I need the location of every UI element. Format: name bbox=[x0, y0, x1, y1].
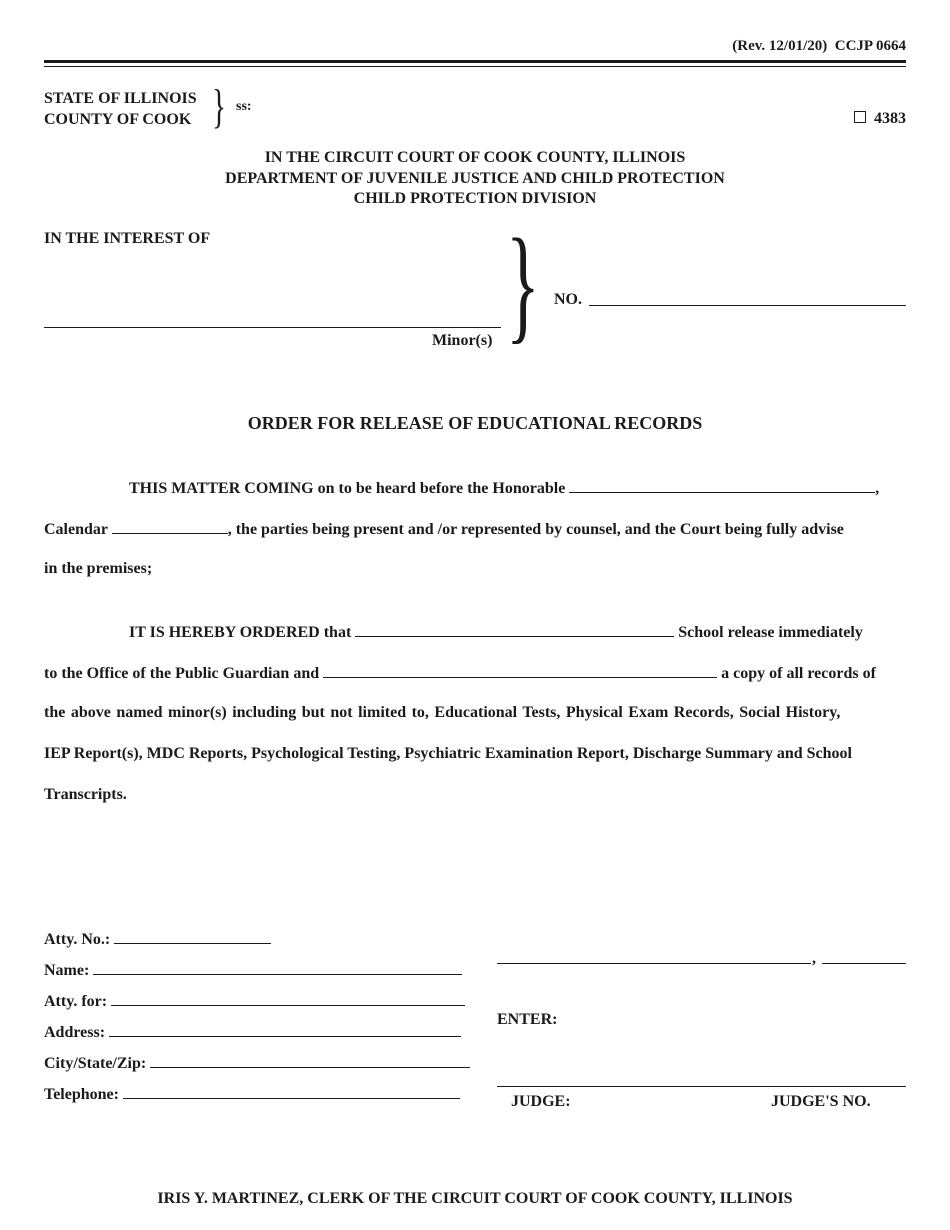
p2-start: IT IS HEREBY ORDERED that bbox=[129, 624, 352, 641]
order-title: ORDER FOR RELEASE OF EDUCATIONAL RECORDS bbox=[247, 413, 703, 433]
address-label: Address: bbox=[44, 1024, 106, 1041]
year-line[interactable] bbox=[822, 963, 906, 964]
atty-no-row bbox=[44, 929, 271, 949]
name-row bbox=[44, 960, 462, 980]
date-comma: , bbox=[812, 950, 816, 967]
header-rule-thin bbox=[44, 66, 906, 67]
recipient-blank[interactable] bbox=[323, 663, 717, 678]
judge-signature-line[interactable] bbox=[497, 1086, 906, 1087]
school-name-blank[interactable] bbox=[355, 622, 674, 637]
caption-brace: } bbox=[506, 213, 540, 355]
paragraph2-line2 bbox=[44, 663, 876, 683]
minor-name-line[interactable] bbox=[44, 327, 501, 328]
court-line-3: CHILD PROTECTION DIVISION bbox=[353, 190, 597, 207]
form-number-label: 4383 bbox=[874, 110, 906, 127]
form-code: CCJP 0664 bbox=[834, 38, 906, 54]
county-label: COUNTY OF COOK bbox=[44, 110, 192, 128]
paragraph2-line5: Transcripts. bbox=[44, 786, 127, 803]
venue-brace: } bbox=[212, 80, 226, 133]
venue-block bbox=[44, 89, 197, 130]
header-rule-thick bbox=[44, 60, 906, 63]
p1-comma: , bbox=[875, 480, 880, 497]
court-heading bbox=[0, 148, 950, 210]
paragraph2-line4: IEP Report(s), MDC Reports, Psychological Testing, Psychiatric Examination Report, Discharge Summary and School bbox=[44, 745, 852, 762]
p1-mid: , the parties being present and /or represented by counsel, and the Court being fully advise bbox=[227, 521, 844, 538]
state-label: STATE OF ILLINOIS bbox=[44, 90, 197, 107]
atty-no-blank[interactable] bbox=[114, 929, 271, 944]
telephone-blank[interactable] bbox=[123, 1084, 460, 1099]
minors-label: Minor(s) bbox=[432, 332, 493, 349]
interest-of-label: IN THE INTEREST OF bbox=[44, 230, 211, 247]
paragraph2-line1 bbox=[129, 622, 863, 642]
p2-office: to the Office of the Public Guardian and bbox=[44, 665, 320, 682]
judge-no-label: JUDGE'S NO. bbox=[771, 1093, 871, 1110]
paragraph1-line3: in the premises; bbox=[44, 560, 153, 577]
form-number-checkbox[interactable] bbox=[854, 111, 866, 123]
p1-start: THIS MATTER COMING on to be heard before the Honorable bbox=[129, 480, 566, 497]
name-label: Name: bbox=[44, 962, 90, 979]
atty-for-label: Atty. for: bbox=[44, 993, 108, 1010]
paragraph1-line2 bbox=[44, 519, 844, 539]
ss-label: ss: bbox=[236, 99, 252, 114]
paragraph2-line3: the above named minor(s) including but not limited to, Educational Tests, Physical Exam Records, Social History, bbox=[44, 704, 841, 721]
atty-for-blank[interactable] bbox=[111, 991, 465, 1006]
city-blank[interactable] bbox=[150, 1053, 470, 1068]
atty-no-label: Atty. No.: bbox=[44, 931, 111, 948]
name-blank[interactable] bbox=[93, 960, 462, 975]
judge-label: JUDGE: bbox=[511, 1093, 571, 1110]
city-label: City/State/Zip: bbox=[44, 1055, 147, 1072]
calendar-label: Calendar bbox=[44, 521, 108, 538]
form-revision bbox=[732, 38, 906, 55]
revision-date: (Rev. 12/01/20) bbox=[732, 38, 828, 54]
telephone-label: Telephone: bbox=[44, 1086, 119, 1103]
judge-name-blank[interactable] bbox=[569, 478, 875, 493]
enter-label: ENTER: bbox=[497, 1011, 558, 1028]
clerk-footer: IRIS Y. MARTINEZ, CLERK OF THE CIRCUIT COURT OF COOK COUNTY, ILLINOIS bbox=[157, 1190, 793, 1207]
atty-for-row bbox=[44, 991, 465, 1011]
case-number-label: NO. bbox=[554, 291, 582, 308]
p2-school: School release immediately bbox=[678, 624, 863, 641]
address-blank[interactable] bbox=[109, 1022, 461, 1037]
court-line-2: DEPARTMENT OF JUVENILE JUSTICE AND CHILD PROTECTION bbox=[225, 169, 725, 187]
address-row bbox=[44, 1022, 461, 1042]
paragraph1-line1 bbox=[129, 478, 879, 498]
p2-copy: a copy of all records of bbox=[721, 665, 876, 682]
court-line-1: IN THE CIRCUIT COURT OF COOK COUNTY, ILLINOIS bbox=[264, 149, 686, 166]
telephone-row bbox=[44, 1084, 460, 1104]
case-number-line[interactable] bbox=[589, 305, 906, 306]
form-number[interactable] bbox=[854, 110, 906, 128]
date-line[interactable] bbox=[497, 963, 811, 964]
calendar-blank[interactable] bbox=[112, 519, 228, 534]
city-row bbox=[44, 1053, 470, 1073]
